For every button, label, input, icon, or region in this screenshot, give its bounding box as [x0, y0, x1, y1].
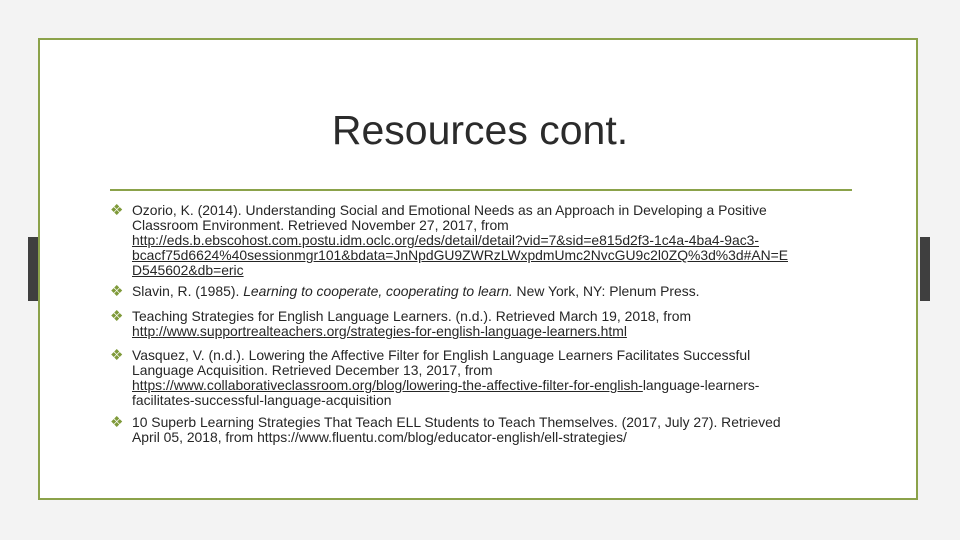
reference-teaching-strategies	[110, 309, 691, 339]
reference-link[interactable]: http://eds.b.ebscohost.com.postu.idm.oclc.org/eds/detail/detail?vid=7&sid=e815d2f3-1c4a-4ba4-9ac3-	[132, 232, 760, 248]
reference-link[interactable]: https://www.collaborativeclassroom.org/blog/lowering-the-affective-filter-for-english-	[132, 377, 643, 393]
reference-text: Vasquez, V. (n.d.). Lowering the Affective Filter for English Language Learners Facilitates Successful	[132, 347, 751, 363]
reference-text: New York, NY: Plenum Press.	[512, 283, 700, 299]
reference-text: Ozorio, K. (2014). Understanding Social and Emotional Needs as an Approach in Developing a Positive	[132, 202, 767, 218]
reference-link[interactable]: D545602&db=eric	[132, 262, 244, 278]
reference-text: April 05, 2018, from https://www.fluentu.com/blog/educator-english/ell-strategies/	[132, 429, 627, 445]
reference-text: Teaching Strategies for English Language Learners. (n.d.). Retrieved March 19, 2018, from	[132, 308, 692, 324]
bullet-icon: ❖	[110, 308, 124, 325]
bullet-icon: ❖	[110, 347, 124, 364]
title-divider	[110, 189, 852, 191]
reference-text: language-learners-	[642, 377, 760, 393]
reference-text: Slavin, R. (1985).	[132, 283, 244, 299]
reference-text: Language Acquisition. Retrieved December 13, 2017, from	[132, 362, 493, 378]
bullet-icon: ❖	[110, 202, 124, 219]
reference-text: 10 Superb Learning Strategies That Teach ELL Students to Teach Themselves. (2017, July 27). Retrieved	[132, 414, 781, 430]
reference-vasquez	[110, 348, 759, 408]
reference-line	[132, 284, 700, 299]
reference-text: Classroom Environment. Retrieved November 27, 2017, from	[132, 217, 509, 233]
reference-link[interactable]: http://www.supportrealteachers.org/strategies-for-english-language-learners.html	[132, 323, 627, 339]
reference-book-title: Learning to cooperate, cooperating to learn.	[243, 283, 513, 299]
right-edge-tab	[920, 237, 930, 301]
reference-fluentu	[110, 415, 781, 445]
bullet-icon: ❖	[110, 283, 124, 300]
left-edge-tab	[28, 237, 38, 301]
reference-link[interactable]: bcacf75d6624%40sessionmgr101&bdata=JnNpdGU9ZWRzLWxpdmUmc2NvcGU9c2l0ZQ%3d%3d#AN=E	[132, 247, 788, 263]
reference-ozorio	[110, 203, 788, 278]
slide-title: Resources cont.	[331, 107, 629, 153]
bullet-icon: ❖	[110, 414, 124, 431]
reference-text: facilitates-successful-language-acquisition	[132, 392, 392, 408]
reference-slavin	[110, 284, 700, 299]
reference-line	[132, 378, 759, 393]
